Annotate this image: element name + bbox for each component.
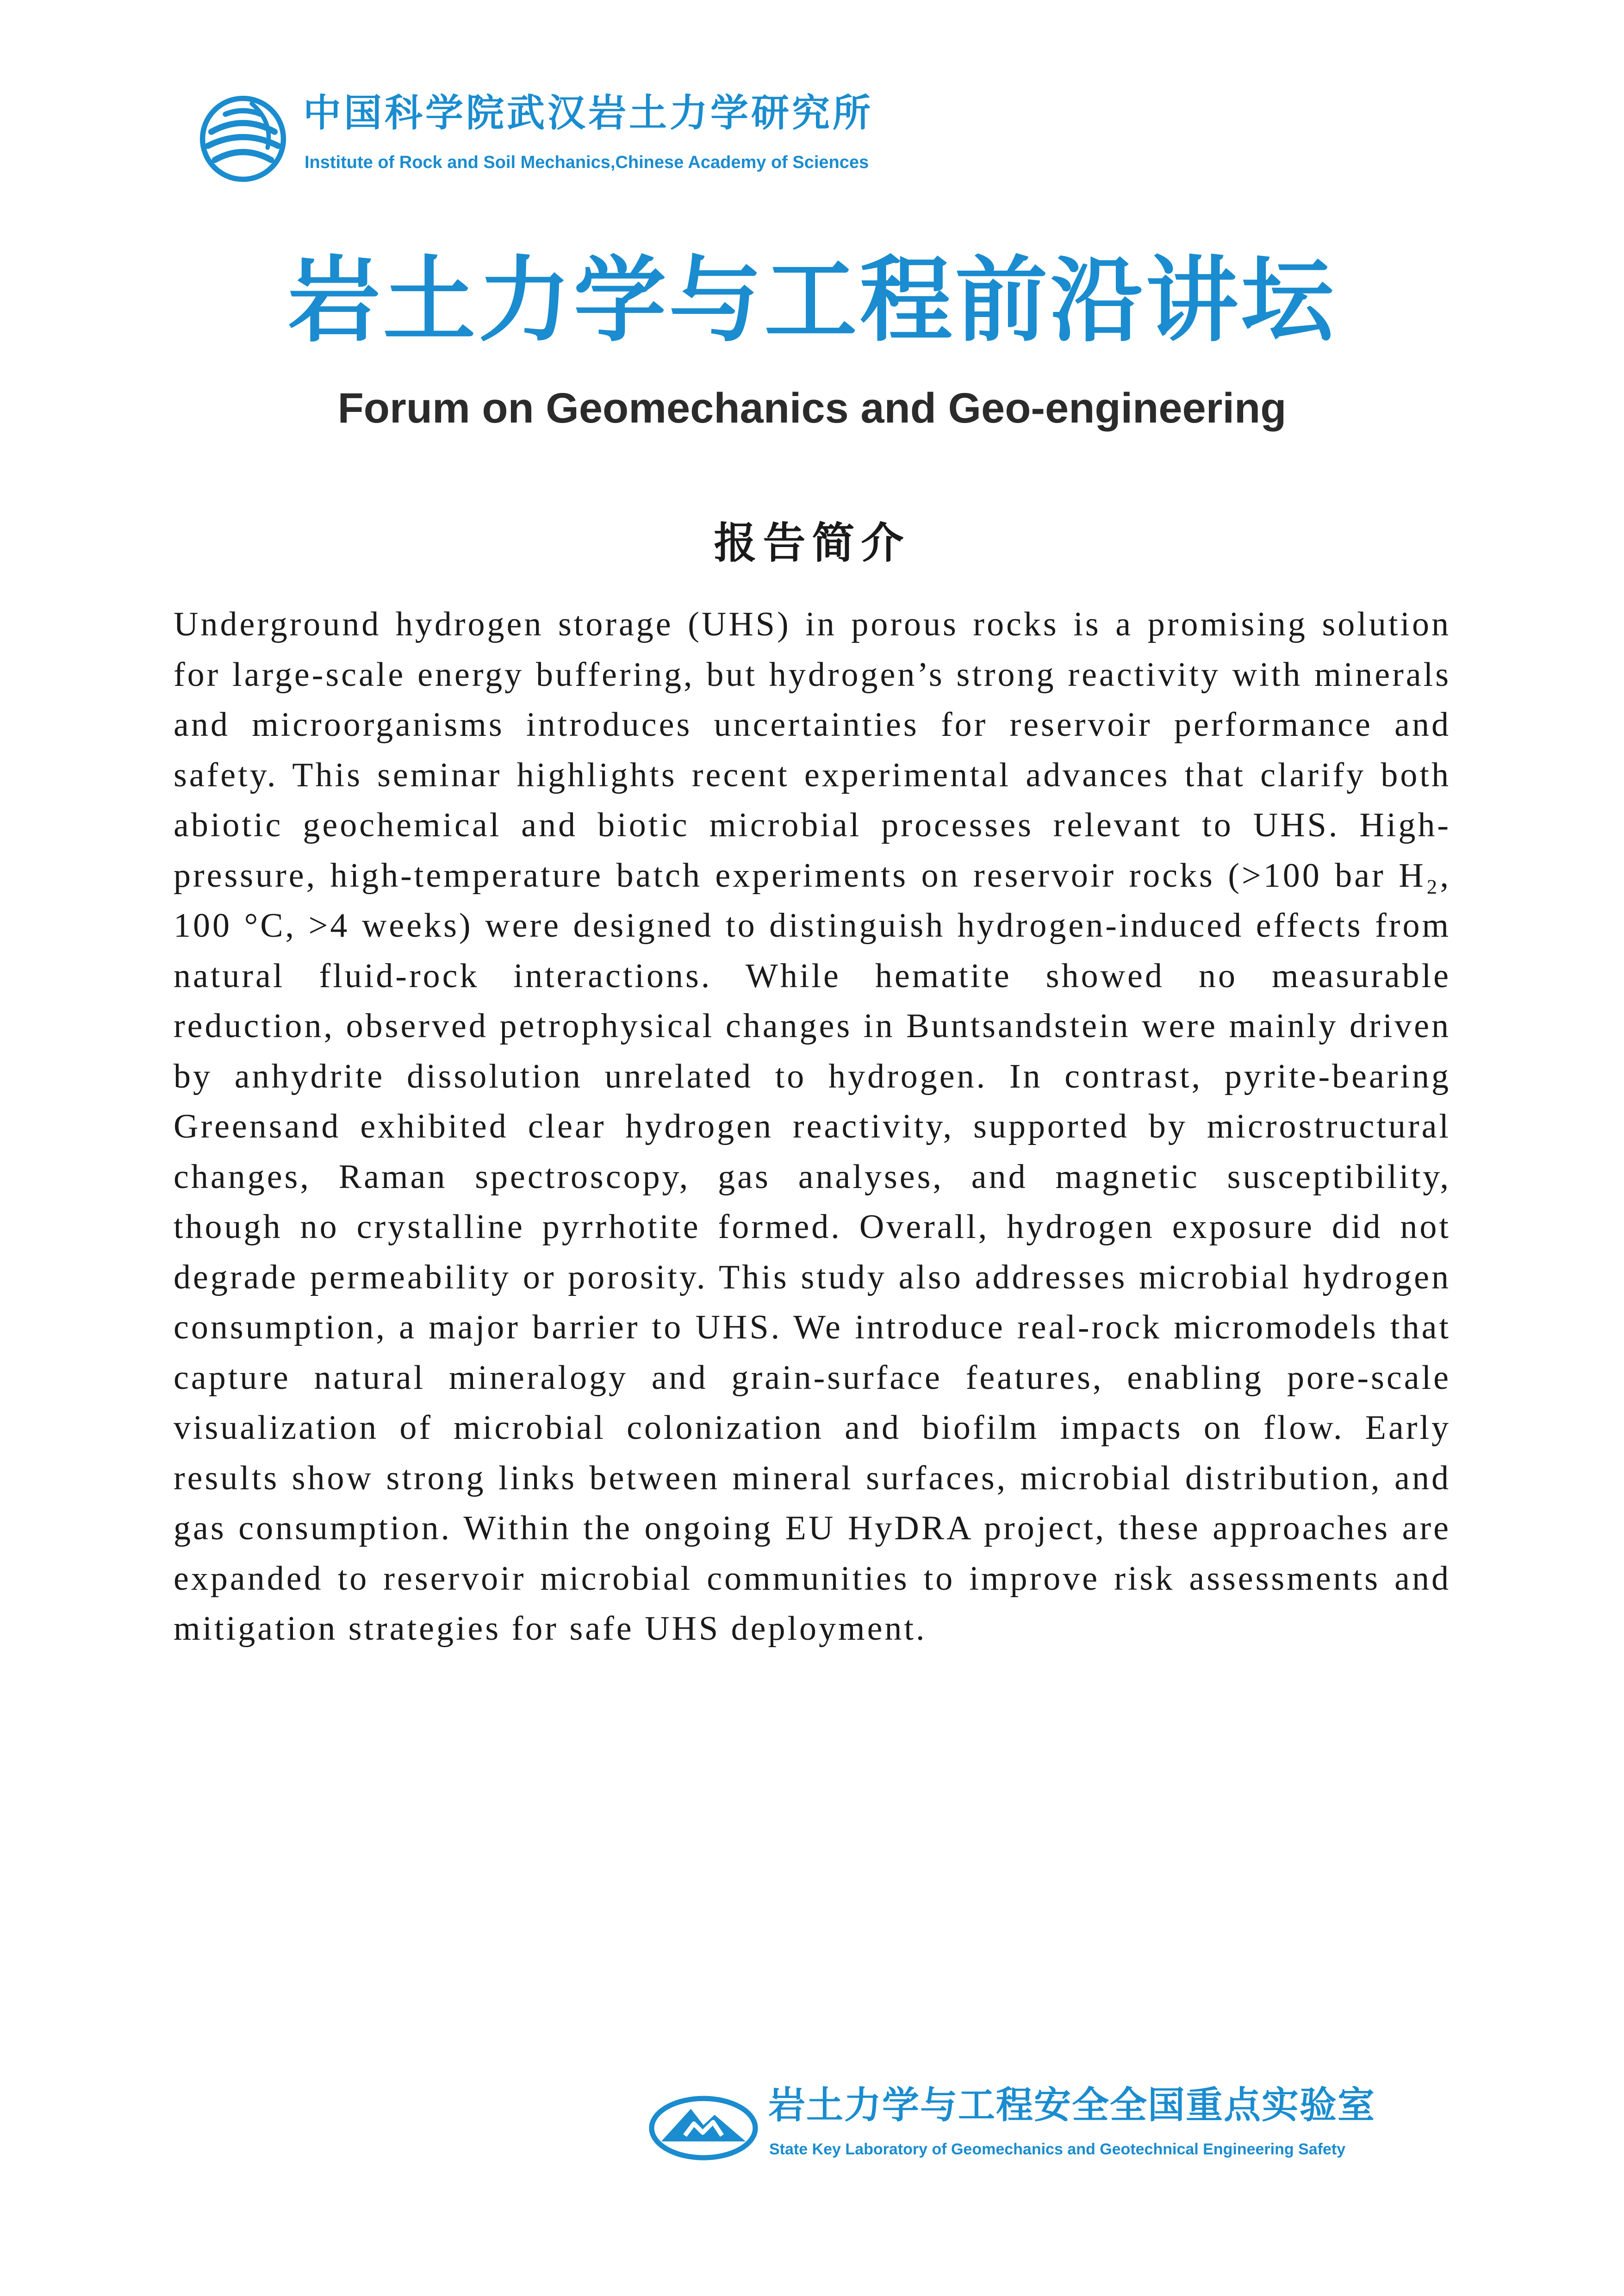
forum-title-cn: 岩土力学与工程前沿讲坛 (287, 247, 1337, 355)
forum-title-en: Forum on Geomechanics and Geo-engineering (337, 385, 1287, 432)
section-heading: 报告简介 (714, 518, 910, 568)
institute-name-cn: 中国科学院武汉岩土力学研究所 (303, 91, 874, 135)
lab-name-cn: 岩土力学与工程安全全国重点实验室 (768, 2084, 1375, 2127)
lab-name-en: State Key Laboratory of Geomechanics and Geotechnical Engineering Safety (769, 2140, 1346, 2158)
lab-footer (648, 2083, 1481, 2166)
mountain-logo-icon (648, 2090, 759, 2164)
institute-header (199, 90, 986, 178)
globe-logo-icon (199, 95, 287, 183)
abstract-paragraph: Underground hydrogen storage (UHS) in porous rocks is a promising solution for large-scale energy buffering, but hydrogen’s strong reactivity with minerals and microorganisms introduces uncertainties for reservoir performance and safety. This seminar highlights recent experimental advances that clarify both abiotic geochemical and biotic microbial processes relevant to UHS. High-pressure, high-temperature batch experiments on reservoir rocks (>100 bar H₂, 100 °C, >4 weeks) were designed to distinguish hydrogen-induced effects from natural fluid-rock interactions. While hematite showed no measurable reduction, observed petrophysical changes in Buntsandstein were mainly driven by anhydrite dissolution unrelated to hydrogen. In contrast, pyrite-bearing Greensand exhibited clear hydrogen reactivity, supported by microstructural changes, Raman spectroscopy, gas analyses, and magnetic susceptibility, though no crystalline pyrrhotite formed. Overall, hydrogen exposure did not degrade permeability or porosity. This study also addresses microbial hydrogen consumption, a major barrier to UHS. We introduce real-rock micromodels that capture natural mineralogy and grain-surface features, enabling pore-scale visualization of microbial colonization and biofilm impacts on flow. Early results show strong links between mineral surfaces, microbial distribution, and gas consumption. Within the ongoing EU HyDRA project, these approaches are expanded to reservoir microbial communities to improve risk assessments and mitigation strategies for safe UHS deployment. (174, 605, 1451, 1648)
institute-name-en: Institute of Rock and Soil Mechanics,Chinese Academy of Sciences (305, 153, 869, 172)
